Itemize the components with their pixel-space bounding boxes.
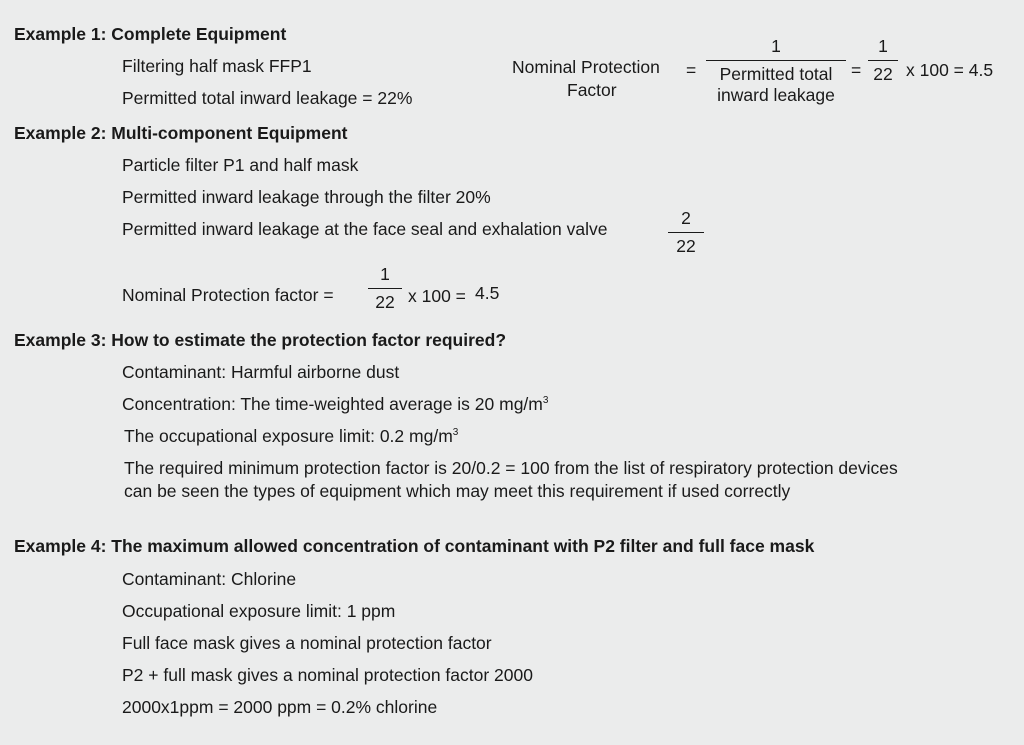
formula-multiplier: x 100 =: [408, 286, 466, 306]
fraction-valve-leakage: [668, 207, 704, 257]
example-2-line: Permitted inward leakage at the face seal and exhalation valve: [122, 219, 608, 239]
example-3-line: Contaminant: Harmful airborne dust: [122, 362, 400, 382]
formula-result: x 100 = 4.5: [906, 60, 994, 80]
fraction-numerator: 1: [771, 36, 781, 56]
example-2-line: Permitted inward leakage through the filter 20%: [122, 187, 491, 207]
fraction-denominator-line1: Permitted total: [719, 64, 833, 85]
superscript-3: 3: [542, 395, 549, 406]
fraction-numerator: 1: [380, 264, 390, 284]
fraction-denominator: 22: [873, 64, 893, 85]
example-3-line: can be seen the types of equipment which may meet this requirement if used correctly: [124, 481, 791, 501]
fraction-bar: [368, 288, 402, 289]
fraction-denominator: 22: [676, 236, 696, 257]
example-1-line: Filtering half mask FFP1: [122, 56, 312, 76]
example-3-line: The occupational exposure limit: 0.2 $mg/m^3$: [124, 426, 459, 446]
fraction-denominator-line2: inward leakage: [717, 85, 835, 106]
fraction-bar: [706, 60, 846, 61]
example-3-heading: Example 3: How to estimate the protection factor required?: [14, 330, 507, 350]
example-2-line: Particle filter P1 and half mask: [122, 155, 359, 175]
fraction-permitted-leakage: [706, 35, 846, 106]
example-1-heading: Example 1: Complete Equipment: [14, 24, 287, 44]
formula-label-line2: Factor: [567, 80, 617, 100]
example-4-line: Full face mask gives a nominal protection factor: [122, 633, 492, 653]
fraction-numerator: 2: [681, 208, 691, 228]
example-1-line: Permitted total inward leakage = 22%: [122, 88, 413, 108]
fraction-bar: [868, 60, 898, 61]
example-4-line: Contaminant: Chlorine: [122, 569, 297, 589]
formula-label-line1: Nominal Protection: [512, 57, 660, 77]
fraction-one-over-22: [368, 263, 402, 313]
formula-result: 4.5: [475, 283, 500, 303]
example-4-line: P2 + full mask gives a nominal protection factor 2000: [122, 665, 533, 685]
fraction-denominator: 22: [375, 292, 395, 313]
fraction-numerator: 1: [878, 36, 888, 56]
example-4-line: 2000x1ppm = 2000 ppm = 0.2% chlorine: [122, 697, 438, 717]
example-4-line: Occupational exposure limit: 1 ppm: [122, 601, 396, 621]
example-4-heading: Example 4: The maximum allowed concentration of contaminant with P2 filter and full face mask: [14, 536, 815, 556]
formula-equals: =: [851, 60, 862, 80]
formula-equals: =: [686, 60, 697, 80]
example-2-heading: Example 2: Multi-component Equipment: [14, 123, 348, 143]
superscript-3: 3: [452, 427, 459, 438]
formula-label: Nominal Protection factor =: [122, 285, 334, 305]
fraction-bar: [668, 232, 704, 233]
example-3-line: Concentration: The time-weighted average is 20 $mg/m^3$: [122, 394, 549, 414]
example-3-line: The required minimum protection factor is 20/0.2 = 100 from the list of respiratory protection devices: [124, 458, 898, 478]
fraction-one-over-22: [868, 35, 898, 85]
